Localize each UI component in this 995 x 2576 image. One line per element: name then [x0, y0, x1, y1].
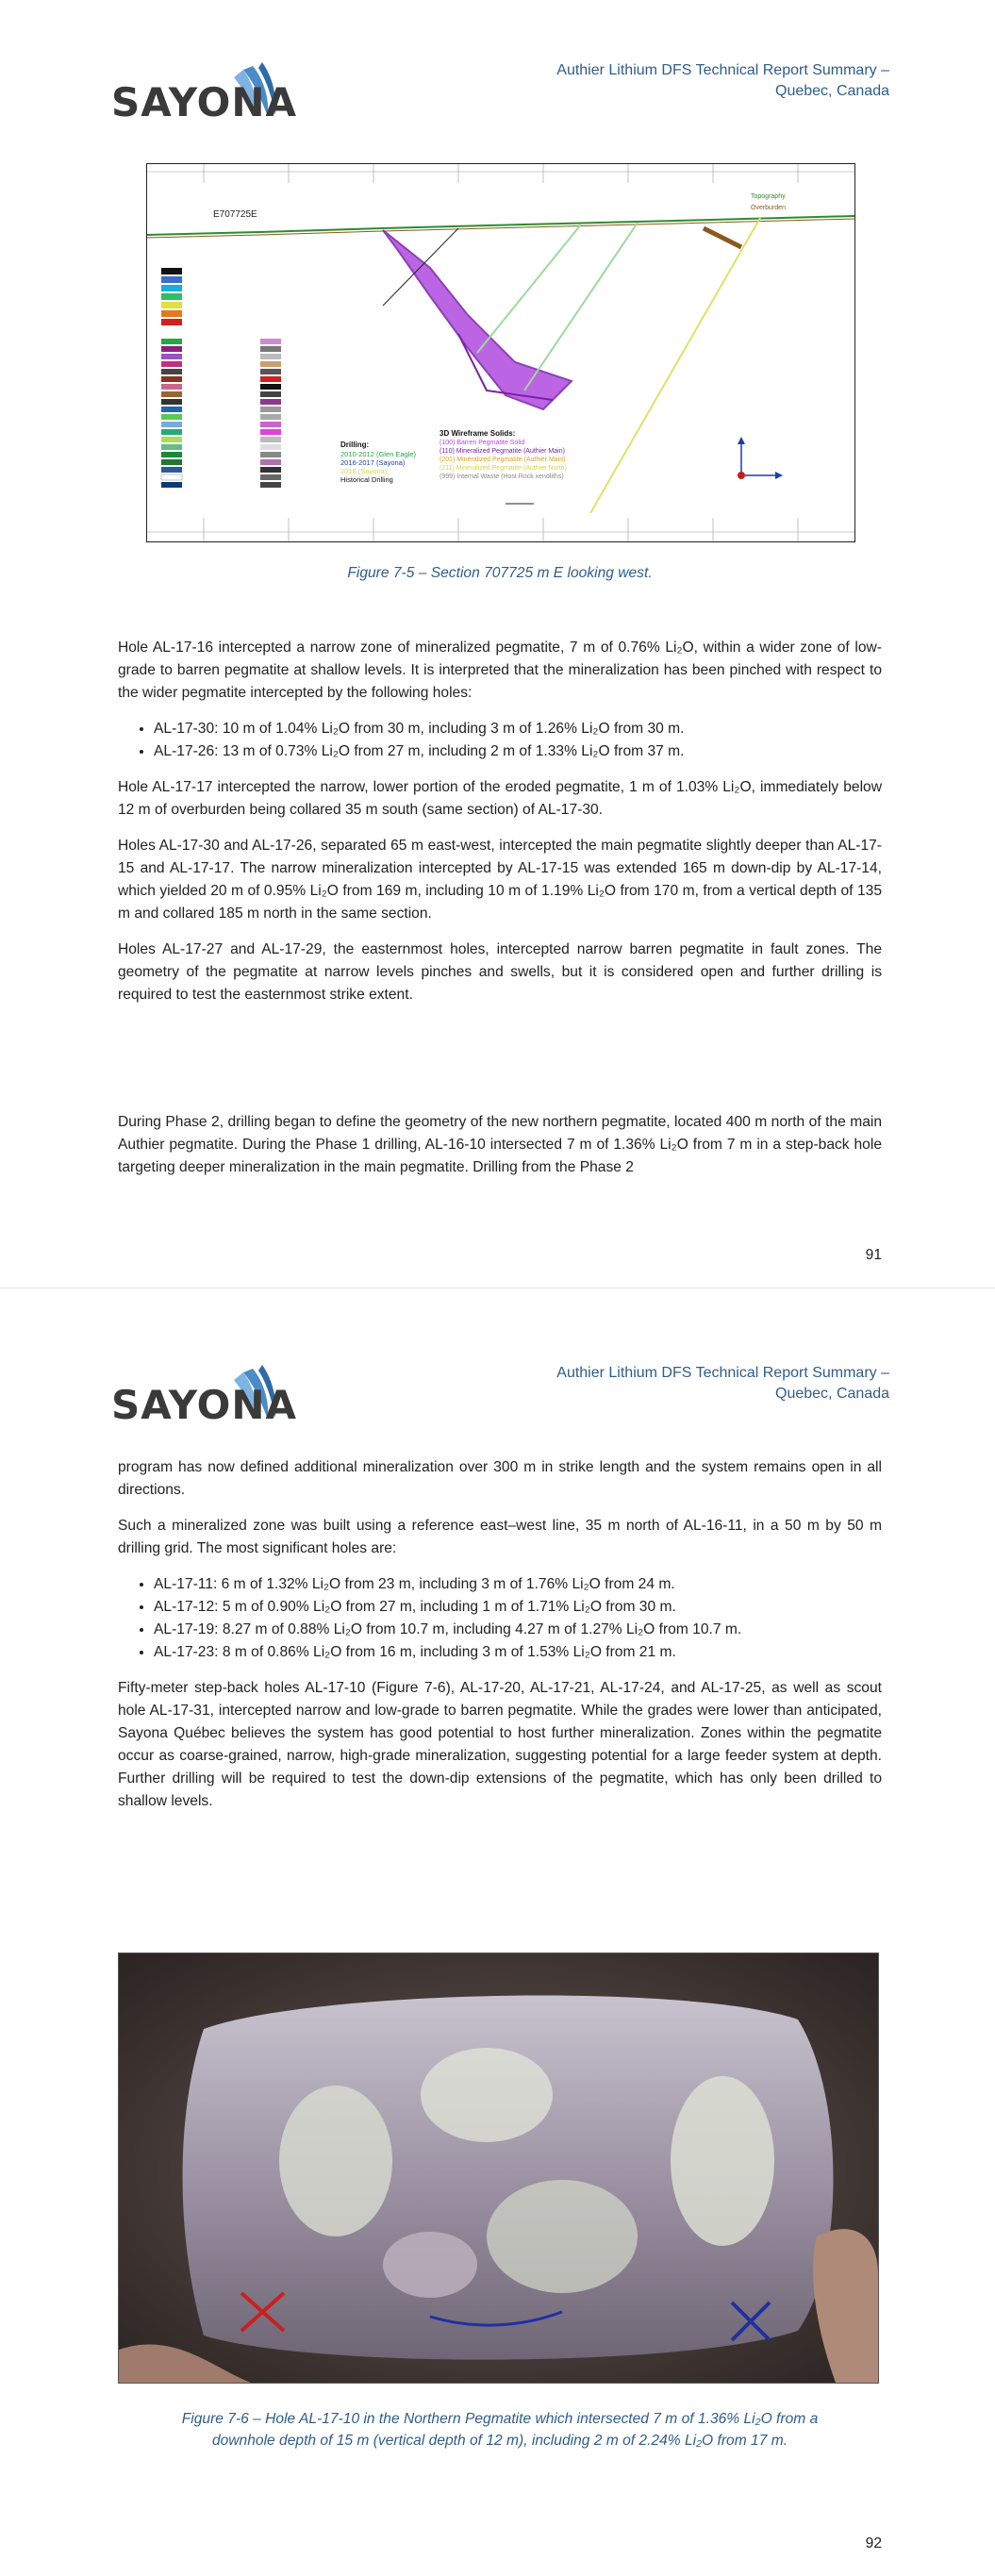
cross-section-drawing	[147, 164, 854, 541]
legend-overburden: Overburden	[751, 205, 786, 211]
wireframe-legend-item: (211) Mineralized Pegmatite (Authier North)	[439, 465, 567, 472]
drilling-legend-item: 2018 (Sayona)	[340, 467, 388, 475]
core-sample-photo	[118, 1953, 879, 2384]
header-title-line1: Authier Lithium DFS Technical Report Summary –	[556, 62, 889, 78]
list-item: • AL-17-26: 13 m of 0.73% Li₂O from 27 m, including 2 m of 1.33% Li₂O from 37 m.	[154, 740, 882, 763]
orientation-axes-icon	[738, 437, 783, 479]
drilling-legend-item: 2016-2017 (Sayona)	[340, 458, 406, 467]
pegmatite-body	[383, 230, 572, 409]
wireframe-legend-item: (100) Barren Pegmatite Solid	[439, 440, 525, 446]
list-item: • AL-17-19: 8.27 m of 0.88% Li₂O from 10.7 m, including 4.27 m of 1.27% Li₂O from 10.7 m.	[154, 1619, 882, 1641]
figure-7-6-caption	[118, 2408, 882, 2451]
overburden-line	[147, 219, 854, 238]
section-figure	[146, 163, 855, 542]
drillhole-trace	[524, 223, 638, 391]
overburden-lens	[704, 228, 741, 247]
page91-body-continued	[118, 1111, 882, 1192]
legend-topography: Topography	[751, 193, 786, 200]
hole-list	[118, 1573, 882, 1664]
list-item: • AL-17-12: 5 m of 0.90% Li₂O from 27 m, including 1 m of 1.71% Li₂O from 30 m.	[154, 1596, 882, 1619]
sayona-logo	[111, 58, 298, 125]
drillhole-trace	[590, 218, 760, 513]
drillhole-trace	[477, 224, 581, 353]
sayona-logo	[111, 1361, 298, 1428]
paragraph: During Phase 2, drilling began to define the geometry of the new northern pegmatite, located 400 m north of the main Authier pegmatite. During the Phase 1 drilling, AL-16-10 intersected 7 m of 1.36% Li₂O from 7 m in a step-back hole targeting deeper mineralization in the main pegmatite. Drilling from the Phase 2	[118, 1114, 882, 1175]
paragraph: Holes AL-17-27 and AL-17-29, the easternmost holes, intercepted narrow barren pegmatite in fault zones. The geometry of the pegmatite at narrow levels pinches and swells, but it is considered open and further drilling is required to test the easternmost strike extent.	[118, 941, 882, 1003]
page92-body	[118, 1456, 882, 1826]
drilling-legend-title: Drilling:	[340, 440, 370, 449]
paragraph: Hole AL-17-16 intercepted a narrow zone of mineralized pegmatite, 7 m of 0.76% Li₂O, within a wider zone of low-grade to barren pegmatite at shallow levels. It is interpreted that the mineralization has been pinched with respect to the wider pegmatite intercepted by the following holes:	[118, 640, 882, 701]
drill-core-image	[119, 1953, 878, 2383]
paragraph: Fifty-meter step-back holes AL-17-10 (Figure 7-6), AL-17-20, AL-17-21, AL-17-24, and AL-17-25, as well as scout hole AL-17-31, intercepted narrow and low-grade to barren pegmatite. While the grades were lower than anticipated, Sayona Québec believes the system has good potential to host further mineralization. Zones within the pegmatite occur as coarse-grained, narrow, high-grade mineralization, suggesting potential for a large feeder system at depth. Further drilling will be required to test the down-dip extensions of the pegmatite, which has only been drilled to shallow levels.	[118, 1680, 882, 1809]
section-label: E707725E	[213, 209, 257, 220]
caption-line: downhole depth of 15 m (vertical depth of 12 m), including 2 m of 2.24% Li₂O from 17 m.	[211, 2433, 788, 2449]
paragraph: Holes AL-17-30 and AL-17-26, separated 65 m east-west, intercepted the main pegmatite slightly deeper than AL-17-15 and AL-17-17. The narrow mineralization intercepted by AL-17-15 was extended 165 m down-dip by AL-17-14, which yielded 20 m of 0.95% Li₂O from 169 m, including 10 m of 1.19% Li₂O from 170 m, from a vertical depth of 135 m and collared 185 m north in the same section.	[118, 838, 882, 922]
paragraph: Such a mineralized zone was built using a reference east–west line, 35 m north of AL-16-11, in a 50 m by 50 m drilling grid. The most significant holes are:	[118, 1518, 882, 1556]
caption-line: Figure 7-6 – Hole AL-17-10 in the Northern Pegmatite which intersected 7 m of 1.36% Li₂O from a	[181, 2411, 819, 2427]
figure-7-5-caption: Figure 7-5 – Section 707725 m E looking west.	[347, 565, 653, 581]
drilling-legend-item: 2010-2012 (Glen Eagle)	[340, 450, 417, 458]
header-title-line1: Authier Lithium DFS Technical Report Summary –	[556, 1365, 889, 1381]
grade-legend	[161, 268, 281, 488]
page-number: 92	[865, 2535, 882, 2551]
logo-text: SAYONA	[111, 1382, 298, 1428]
hole-list	[118, 718, 882, 763]
drilling-legend-item: Historical Drilling	[340, 475, 393, 484]
header-title-line2: Quebec, Canada	[775, 83, 889, 99]
header-title-line2: Quebec, Canada	[775, 1386, 889, 1402]
paragraph: program has now defined additional mineralization over 300 m in strike length and the system remains open in all directions.	[118, 1459, 882, 1498]
list-item: • AL-17-11: 6 m of 1.32% Li₂O from 23 m, including 3 m of 1.76% Li₂O from 24 m.	[154, 1573, 882, 1596]
wireframe-legend-item: (110) Mineralized Pegmatite (Authier Main)	[439, 448, 565, 455]
list-item: • AL-17-23: 8 m of 0.86% Li₂O from 16 m, including 3 m of 1.53% Li₂O from 21 m.	[154, 1641, 882, 1664]
page91-body	[118, 637, 882, 1020]
logo-text: SAYONA	[111, 79, 298, 125]
wireframe-legend-item: (201) Mineralized Pegmatite (Authier Main)	[439, 457, 566, 463]
report-header	[399, 1363, 889, 1404]
wireframe-legend-title: 3D Wireframe Solids:	[439, 429, 516, 438]
report-header	[399, 60, 889, 102]
page-number: 91	[865, 1247, 882, 1263]
list-item: • AL-17-30: 10 m of 1.04% Li₂O from 30 m, including 3 m of 1.26% Li₂O from 30 m.	[154, 718, 882, 740]
wireframe-legend-item: (999) Internal Waste (Host Rock xenoliths)	[439, 474, 564, 480]
paragraph: Hole AL-17-17 intercepted the narrow, lower portion of the eroded pegmatite, 1 m of 1.03% Li₂O, immediately below 12 m of overburden being collared 35 m south (same section) of AL-17-30.	[118, 779, 882, 818]
